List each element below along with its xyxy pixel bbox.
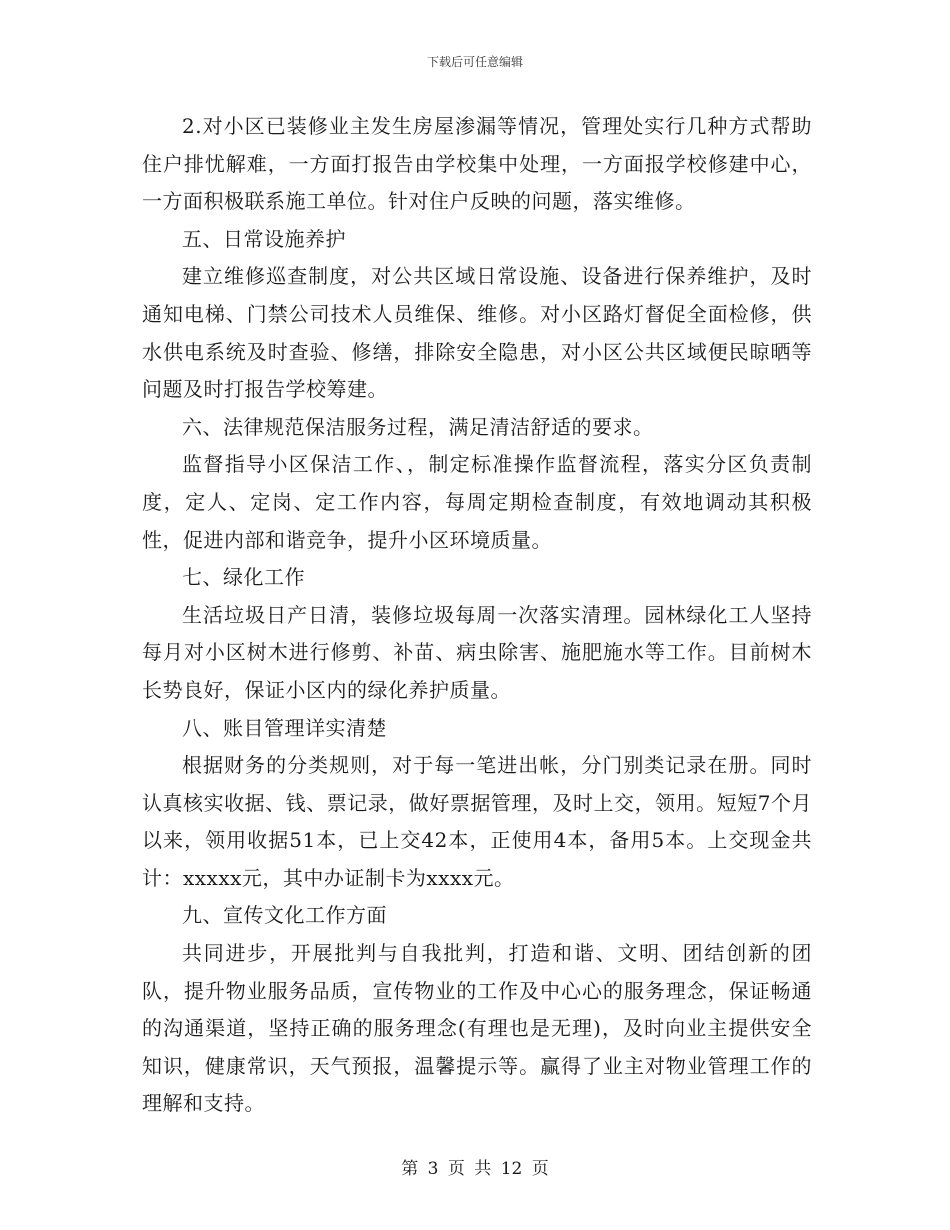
document-body: [142, 108, 812, 1123]
paragraph-accounts: 根据财务的分类规则，对于每一笔进出帐，分门别类记录在册。同时认真核实收据、钱、票记录，做好票据管理，及时上交，领用。短短7个月以来，领用收据51本，已上交42本，正使用4本，备用5本。上交现金共计：xxxxx元，其中办证制卡为xxxx元。: [142, 753, 812, 890]
page-number: 第 3 页 共 12 页: [401, 1159, 549, 1179]
paragraph-publicity: 共同进步，开展批判与自我批判，打造和谐、文明、团结创新的团队，提升物业服务品质，宣传物业的工作及中心心的服务理念，保证畅通的沟通渠道，坚持正确的服务理念(有理也是无理)，及时向业主提供安全知识，健康常识，天气预报，温馨提示等。赢得了业主对物业管理工作的理解和支持。: [142, 941, 812, 1116]
section-heading-accounts: 八、账目管理详实清楚: [182, 715, 387, 740]
paragraph-facility-maintenance: 建立维修巡查制度，对公共区域日常设施、设备进行保养维护，及时通知电梯、门禁公司技术人员维保、维修。对小区路灯督促全面检修，供水供电系统及时查验、修缮，排除安全隐患，对小区公共区域便民晾晒等问题及时打报告学校筹建。: [142, 264, 812, 402]
section-heading-publicity: 九、宣传文化工作方面: [182, 903, 387, 928]
section-heading-cleaning: 六、法律规范保洁服务过程，满足清洁舒适的要求。: [182, 414, 654, 439]
section-heading-facility-maintenance: 五、日常设施养护: [182, 226, 346, 251]
paragraph-repair-assistance: 2.对小区已装修业主发生房屋渗漏等情况，管理处实行几种方式帮助住户排忧解难，一方面打报告由学校集中处理，一方面报学校修建中心，一方面积极联系施工单位。针对住户反映的问题，落实维修。: [142, 114, 812, 214]
paragraph-cleaning: 监督指导小区保洁工作、，制定标准操作监督流程，落实分区负责制度，定人、定岗、定工作内容，每周定期检查制度，有效地调动其积极性，促进内部和谐竞争，提升小区环境质量。: [142, 452, 812, 552]
paragraph-greening: 生活垃圾日产日清，装修垃圾每周一次落实清理。园林绿化工人坚持每月对小区树木进行修剪、补苗、病虫除害、施肥施水等工作。目前树木长势良好，保证小区内的绿化养护质量。: [142, 602, 812, 702]
header-note: 下载后可任意编辑: [426, 55, 523, 69]
section-heading-greening: 七、绿化工作: [182, 565, 305, 590]
